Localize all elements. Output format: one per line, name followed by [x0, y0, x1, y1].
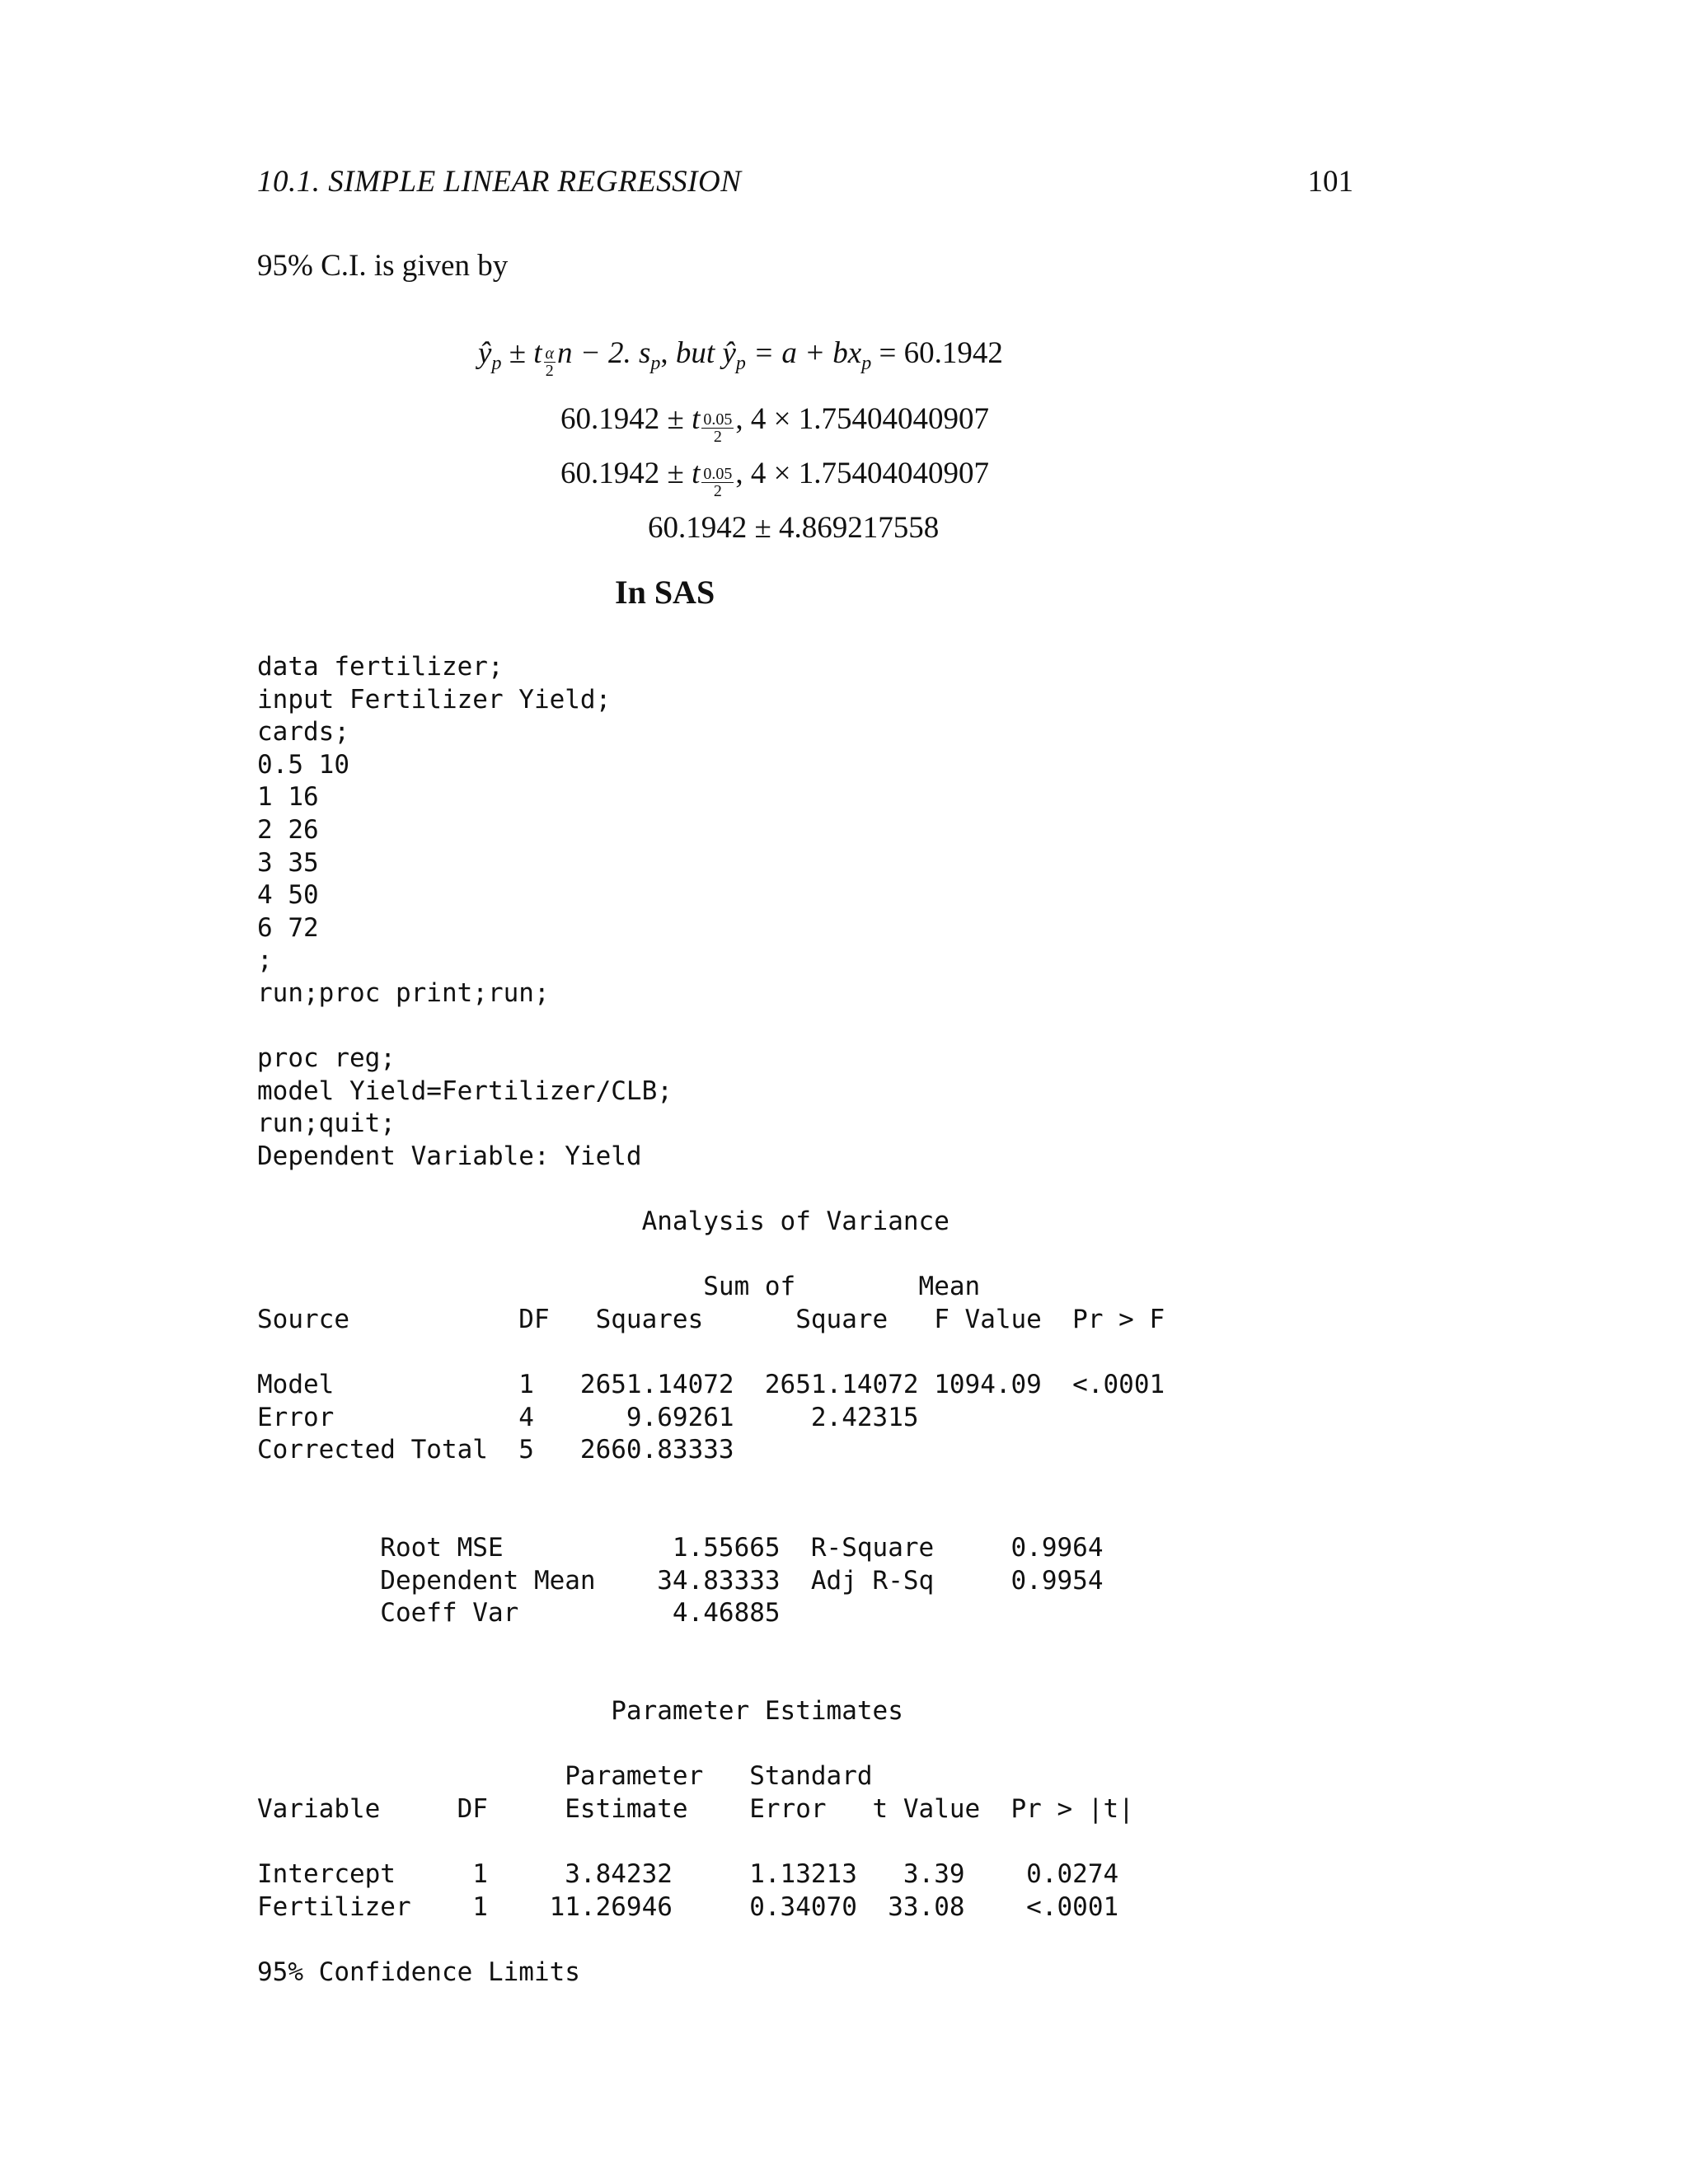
- intro-text: 95% C.I. is given by: [257, 249, 509, 283]
- section-heading: In SAS: [615, 574, 715, 611]
- running-head: [257, 162, 1353, 203]
- fraction-numerator: 0.05: [703, 465, 733, 483]
- n-minus-two: n − 2.: [557, 336, 631, 370]
- page-number: 101: [1307, 165, 1353, 199]
- equation-step-2: [560, 453, 989, 499]
- plus-minus: ±: [509, 336, 526, 370]
- alpha-fraction: [701, 466, 734, 499]
- p-subscript-2: p: [735, 353, 746, 374]
- running-head-title: 10.1. SIMPLE LINEAR REGRESSION: [257, 165, 742, 199]
- plus-minus: ±: [667, 402, 684, 436]
- a-plus-bx: = a + bx: [753, 336, 862, 370]
- p-subscript: p: [491, 353, 502, 374]
- alpha-numerator: α: [545, 344, 555, 363]
- s-p-subscript: p: [650, 353, 661, 374]
- fraction-numerator: 0.05: [703, 410, 733, 429]
- equation-rest: , 4 × 1.75404040907: [735, 402, 989, 436]
- equals-value: = 60.1942: [879, 336, 1003, 370]
- yhat-symbol: ŷ: [478, 336, 492, 370]
- x-p-subscript: p: [861, 353, 872, 374]
- but-word: but: [675, 336, 715, 370]
- s-symbol: s: [639, 336, 651, 370]
- equation-interval-formula: $ŷ_p \pm t$ $\frac{\alpha}{2}$ n − 2. $s_p$, but $ŷ_p = a + bx_p = 60.1942$: [478, 336, 1003, 380]
- estimate-value: 60.1942: [560, 457, 660, 490]
- alpha-denominator: 2: [545, 362, 554, 380]
- equation-rest: , 4 × 1.75404040907: [735, 457, 989, 490]
- fraction-denominator: 2: [713, 482, 722, 500]
- equation-step-1: [560, 399, 989, 445]
- equation-result: 60.1942 ± 4.869217558: [648, 511, 940, 545]
- t-symbol: t: [692, 457, 701, 490]
- sas-code-and-output: data fertilizer; input Fertilizer Yield; cards; 0.5 10 1 16 2 26 3 35 4 50 6 72 ; run;proc print;run; proc reg; model Yield=Fertilizer/CLB; run;quit; Dependent Variable: Yield Analysis of Variance Sum of Mean Source DF Squares Square F Value Pr > F Model 1 2651.14072 2651.14072 1094.09 <.0001 Error 4 9.69261 2.42315 Corrected Total 5 2660.83333 Root MSE 1.55665 R-Square 0.9964 Dependent Mean 34.83333 Adj R-Sq 0.9954 Coeff Var 4.46885 Parameter Estimates Parameter Standard Variable DF Estimate Error t Value Pr > |t| Intercept 1 3.84232 1.13213 3.39 0.0274 Fertilizer 1 11.26946 0.34070 33.08 <.0001 95% Confidence Limits: [257, 652, 1165, 1987]
- plus-minus: ±: [667, 457, 684, 490]
- t-symbol: t: [533, 336, 542, 370]
- fraction-denominator: 2: [713, 428, 722, 446]
- yhat-symbol-2: ŷ: [722, 336, 736, 370]
- t-symbol: t: [692, 402, 701, 436]
- estimate-value: 60.1942: [560, 402, 660, 436]
- alpha-fraction: [701, 411, 734, 445]
- alpha-over-two: [544, 345, 556, 379]
